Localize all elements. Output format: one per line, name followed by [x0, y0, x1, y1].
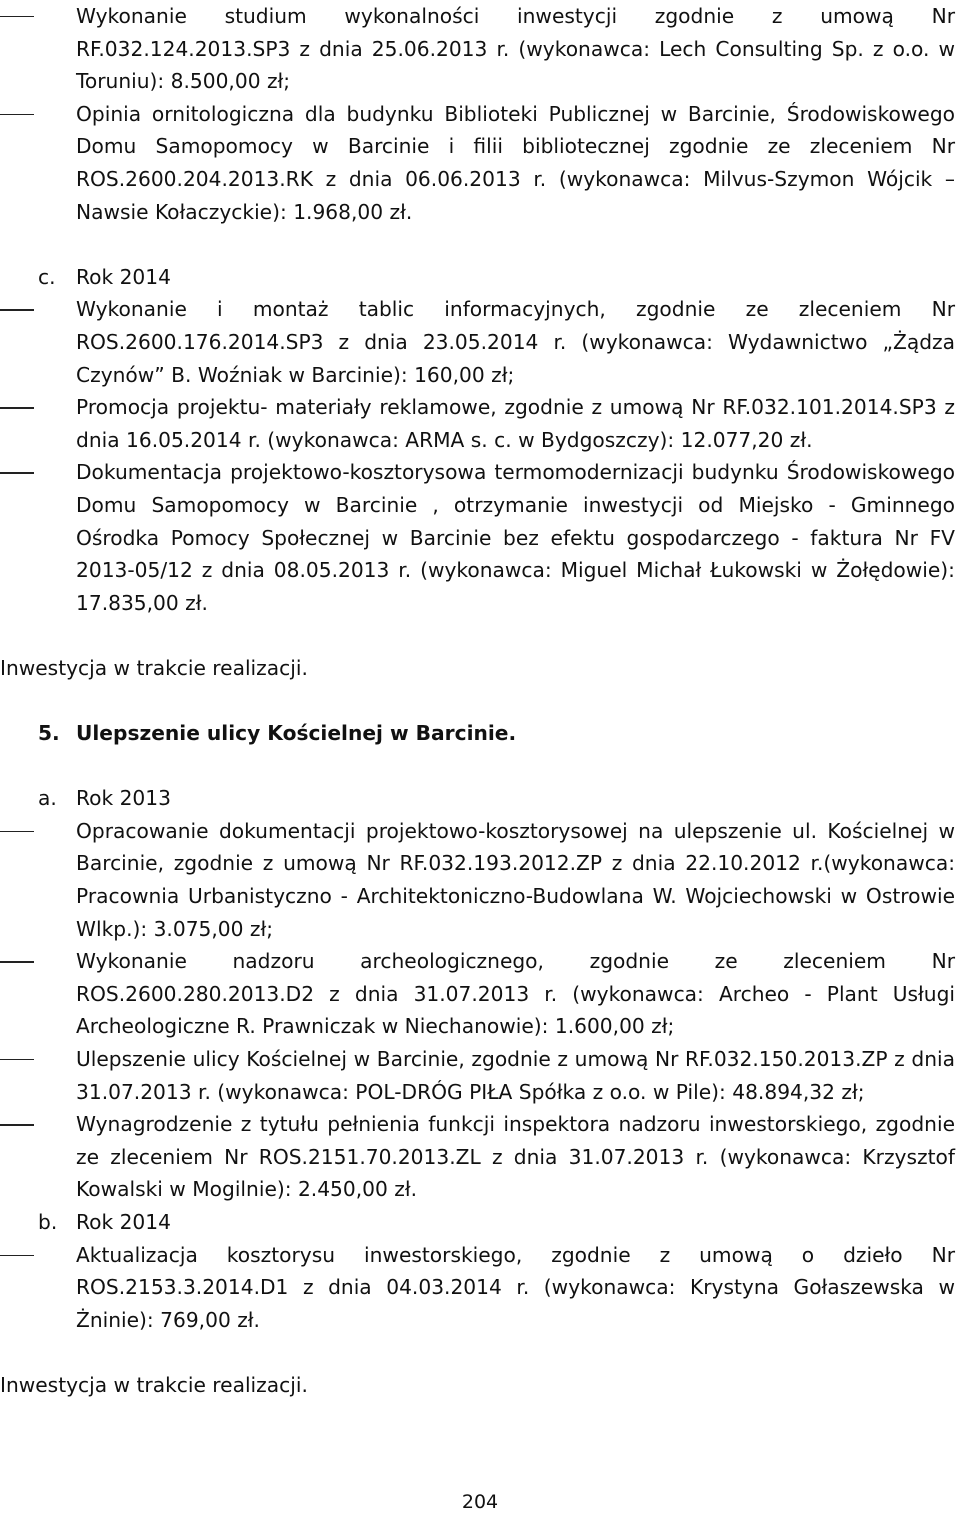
list-item: Wykonanie i montaż tablic informacyjnych, zgodnie ze zleceniem Nr ROS.2600.176.2014.SP3 z dnia 23.05.2014 r. (wykonawca: Wydawnictwo „Żądza Czynów” B. Woźniak w Barcinie): 160,00 zł;: [0, 293, 955, 391]
section-heading: [0, 717, 960, 750]
subsection-title: Rok 2014: [76, 1209, 171, 1234]
subsection-marker: b.: [38, 1209, 58, 1234]
list-item: Opinia ornitologiczna dla budynku Biblioteki Publicznej w Barcinie, Środowiskowego Domu Samopomocy w Barcinie i filii bibliotecznej zgodnie ze zleceniem Nr ROS.2600.204.2013.RK z dnia 06.06.2013 r. (wykonawca: Milvus-Szymon Wójcik – Nawsie Kołaczyckie): 1.968,00 zł.: [0, 98, 955, 228]
subsection-c: [0, 261, 960, 294]
subsection-title: Rok 2014: [76, 264, 171, 289]
subsection-b: [0, 1206, 960, 1239]
subsection-title: Rok 2013: [76, 786, 171, 811]
list-item: Promocja projektu- materiały reklamowe, zgodnie z umową Nr RF.032.101.2014.SP3 z dnia 16.05.2014 r. (wykonawca: ARMA s. c. w Bydgoszczy): 12.077,20 zł.: [0, 391, 955, 456]
list-item: Aktualizacja kosztorysu inwestorskiego, zgodnie z umową o dzieło Nr ROS.2153.3.2014.D1 z dnia 04.03.2014 r. (wykonawca: Krystyna Gołaszewska w Żninie): 769,00 zł.: [0, 1239, 955, 1337]
list-item: Ulepszenie ulicy Kościelnej w Barcinie, zgodnie z umową Nr RF.032.150.2013.ZP z dnia 31.07.2013 r. (wykonawca: POL-DRÓG PIŁA Spółka z o.o. w Pile): 48.894,32 zł;: [0, 1043, 955, 1108]
list-item: Wykonanie studium wykonalności inwestycji zgodnie z umową Nr RF.032.124.2013.SP3 z dnia 25.06.2013 r. (wykonawca: Lech Consulting Sp. z o.o. w Toruniu): 8.500,00 zł;: [0, 0, 955, 98]
heading-text: Ulepszenie ulicy Kościelnej w Barcinie.: [76, 721, 517, 746]
list-item: Opracowanie dokumentacji projektowo-kosztorysowej na ulepszenie ul. Kościelnej w Barcinie, zgodnie z umową Nr RF.032.193.2012.ZP z dnia 22.10.2012 r.(wykonawca: Pracownia Urbanistyczno - Architektoniczno-Budowlana W. Wojciechowski w Ostrowie Wlkp.): 3.075,00 zł;: [0, 815, 955, 945]
heading-number: 5.: [38, 721, 60, 746]
status-note: Inwestycja w trakcie realizacji.: [0, 1372, 308, 1397]
list-item: Dokumentacja projektowo-kosztorysowa termomodernizacji budynku Środowiskowego Domu Samopomocy w Barcinie , otrzymanie inwestycji od Miejsko - Gminnego Ośrodka Pomocy Społecznej w Barcinie bez efektu gospodarczego - faktura Nr FV 2013-05/12 z dnia 08.05.2013 r. (wykonawca: Miguel Michał Łukowski w Żołędowie): 17.835,00 zł.: [0, 456, 955, 619]
list-item: Wynagrodzenie z tytułu pełnienia funkcji inspektora nadzoru inwestorskiego, zgodnie ze zleceniem Nr ROS.2151.70.2013.ZL z dnia 31.07.2013 r. (wykonawca: Krzysztof Kowalski w Mogilnie): 2.450,00 zł.: [0, 1108, 955, 1206]
list-item: Wykonanie nadzoru archeologicznego, zgodnie ze zleceniem Nr ROS.2600.280.2013.D2 z dnia 31.07.2013 r. (wykonawca: Archeo - Plant Usługi Archeologiczne R. Prawniczak w Niechanowie): 1.600,00 zł;: [0, 945, 955, 1043]
subsection-marker: c.: [38, 264, 56, 289]
status-note: Inwestycja w trakcie realizacji.: [0, 655, 308, 680]
subsection-marker: a.: [38, 786, 57, 811]
subsection-a: [0, 782, 960, 815]
page-number: 204: [461, 1491, 499, 1513]
